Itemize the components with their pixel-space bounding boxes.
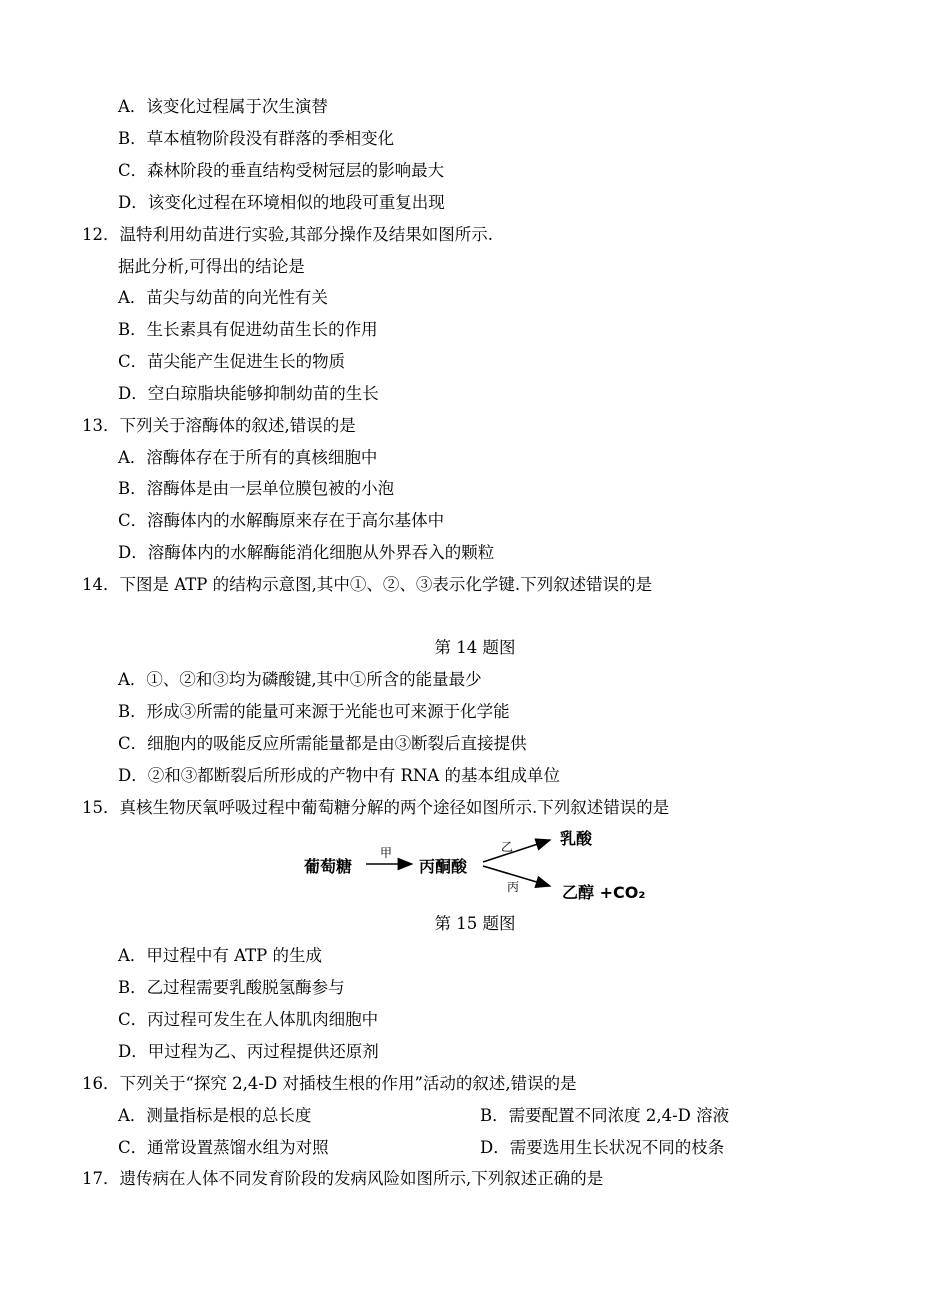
glucose-label: 葡萄糖 [304, 857, 353, 876]
pyruvate-label: 丙酮酸 [419, 857, 468, 876]
q17-stem: 17．遗传病在人体不同发育阶段的发病风险如图所示,下列叙述正确的是 [82, 1169, 604, 1188]
q13-option-d: D．溶酶体内的水解酶能消化细胞从外界吞入的颗粒 [118, 543, 495, 562]
q15-option-a: A．甲过程中有 ATP 的生成 [118, 946, 323, 965]
q15-stem: 15．真核生物厌氧呼吸过程中葡萄糖分解的两个途径如图所示.下列叙述错误的是 [82, 798, 670, 817]
q16-option-d: D．需要选用生长状况不同的枝条 [480, 1138, 725, 1157]
q15-pathway-diagram [300, 828, 645, 906]
q16-option-a: A．测量指标是根的总长度 [118, 1106, 312, 1125]
q12-option-d: D．空白琼脂块能够抑制幼苗的生长 [118, 384, 379, 403]
q14-option-c: C．细胞内的吸能反应所需能量都是由③断裂后直接提供 [118, 734, 527, 753]
q12-stem: 12．温特利用幼苗进行实验,其部分操作及结果如图所示. [82, 225, 493, 244]
q14-stem: 14．下图是 ATP 的结构示意图,其中①、②、③表示化学键.下列叙述错误的是 [82, 575, 653, 594]
q14-option-a: A．①、②和③均为磷酸键,其中①所含的能量最少 [118, 670, 482, 689]
arrow-yi [483, 840, 550, 862]
q12-option-a: A．苗尖与幼苗的向光性有关 [118, 288, 328, 307]
q15-option-c: C．丙过程可发生在人体肌肉细胞中 [118, 1010, 379, 1029]
q12-stem-continued: 据此分析,可得出的结论是 [118, 257, 305, 276]
q16-option-c: C．通常设置蒸馏水组为对照 [118, 1138, 329, 1157]
q13-option-c: C．溶酶体内的水解酶原来存在于高尔基体中 [118, 511, 445, 530]
q13-option-b: B．溶酶体是由一层单位膜包被的小泡 [118, 479, 395, 498]
lactate-label: 乳酸 [560, 829, 593, 848]
q11-option-c: C．森林阶段的垂直结构受树冠层的影响最大 [118, 161, 445, 180]
q12-option-c: C．苗尖能产生促进生长的物质 [118, 352, 346, 371]
q14-figure-caption: 第 14 题图 [434, 638, 516, 657]
step-jia-label: 甲 [380, 846, 393, 860]
q11-option-b: B．草本植物阶段没有群落的季相变化 [118, 129, 395, 148]
q16-option-b: B．需要配置不同浓度 2,4-D 溶液 [480, 1106, 730, 1125]
q14-option-b: B．形成③所需的能量可来源于光能也可来源于化学能 [118, 702, 510, 721]
step-yi-label: 乙 [501, 840, 514, 854]
step-bing-label: 丙 [507, 880, 520, 894]
q13-stem: 13．下列关于溶酶体的叙述,错误的是 [82, 416, 356, 435]
q15-option-b: B．乙过程需要乳酸脱氢酶参与 [118, 978, 345, 997]
q16-stem: 16．下列关于“探究 2,4-D 对插枝生根的作用”活动的叙述,错误的是 [82, 1074, 577, 1093]
q11-option-a: A．该变化过程属于次生演替 [118, 97, 328, 116]
q13-option-a: A．溶酶体存在于所有的真核细胞中 [118, 448, 378, 467]
ethanol-co2-label: 乙醇 +CO₂ [562, 883, 646, 902]
q12-option-b: B．生长素具有促进幼苗生长的作用 [118, 320, 378, 339]
q15-figure-caption: 第 15 题图 [434, 914, 516, 933]
q14-option-d: D．②和③都断裂后所形成的产物中有 RNA 的基本组成单位 [118, 766, 560, 785]
q15-option-d: D．甲过程为乙、丙过程提供还原剂 [118, 1042, 379, 1061]
q11-option-d: D．该变化过程在环境相似的地段可重复出现 [118, 193, 445, 212]
